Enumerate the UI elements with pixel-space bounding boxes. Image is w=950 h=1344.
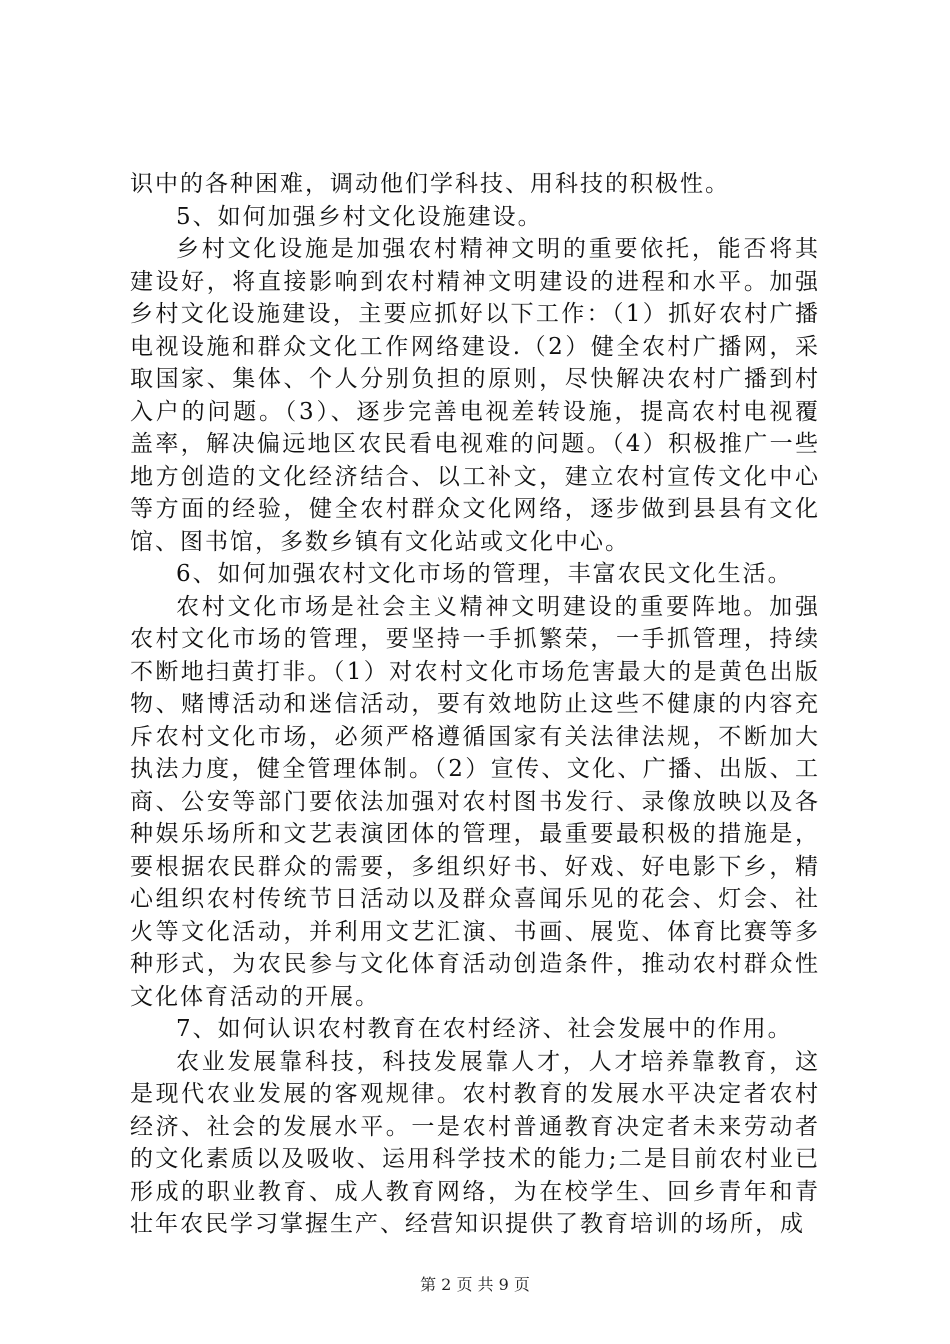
paragraph-continuation: 识中的各种困难，调动他们学科技、用科技的积极性。 — [130, 171, 730, 197]
paragraph-cultural-market: 农村文化市场是社会主义精神文明建设的重要阵地。加强农村文化市场的管理，要坚持一手抓繁荣，一手抓管理，持续不断地扫黄打非。（1）对农村文化市场危害最大的是黄色出版物、赌博活动和迷信活动，要有效地防止这些不健康的内容充斥农村文化市场，必须严格遵循国家有关法律法规，不断加大执法力度，健全管理体制。（2）宣传、文化、广播、出版、工商、公安等部门要依法加强对农村图书发行、录像放映以及各种娱乐场所和文艺表演团体的管理，最重要最积极的措施是，要根据农民群众的需要，多组织好书、好戏、好电影下乡，精心组织农村传统节日活动以及群众喜闻乐见的花会、灯会、社火等文化活动，并利用文艺汇演、书画、展览、体育比赛等多种形式，为农民参与文化体育活动创造条件，推动农村群众性文化体育活动的开展。 — [130, 593, 820, 1010]
heading-item-7: 7、如何认识农村教育在农村经济、社会发展中的作用。 — [176, 1016, 793, 1042]
page-number-footer: 第 2 页 共 9 页 — [420, 1275, 530, 1294]
paragraph-cultural-facilities: 乡村文化设施是加强农村精神文明的重要依托，能否将其建设好，将直接影响到农村精神文明建设的进程和水平。加强乡村文化设施建设，主要应抓好以下工作：（1）抓好农村广播电视设施和群众文化工作网络建设.（2）健全农村广播网，采取国家、集体、个人分别负担的原则，尽快解决农村广播到村入户的问题。（3）、逐步完善电视差转设施，提高农村电视覆盖率，解决偏远地区农民看电视难的问题。（4）积极推广一些地方创造的文化经济结合、以工补文，建立农村宣传文化中心等方面的经验，健全农村群众文化网络，逐步做到县县有文化馆、图书馆，多数乡镇有文化站或文化中心。 — [130, 236, 820, 555]
document-body — [130, 168, 820, 1241]
heading-item-5: 5、如何加强乡村文化设施建设。 — [176, 203, 543, 230]
heading-item-6: 6、如何加强农村文化市场的管理，丰富农民文化生活。 — [176, 561, 793, 587]
paragraph-rural-education: 农业发展靠科技，科技发展靠人才，人才培养靠教育，这是现代农业发展的客观规律。农村教育的发展水平决定者农村经济、社会的发展水平。一是农村普通教育决定者未来劳动者的文化素质以及吸收、运用科学技术的能力;二是目前农村业已形成的职业教育、成人教育网络，为在校学生、回乡青年和青壮年农民学习掌握生产、经营知识提供了教育培训的场所，成 — [130, 1048, 820, 1237]
